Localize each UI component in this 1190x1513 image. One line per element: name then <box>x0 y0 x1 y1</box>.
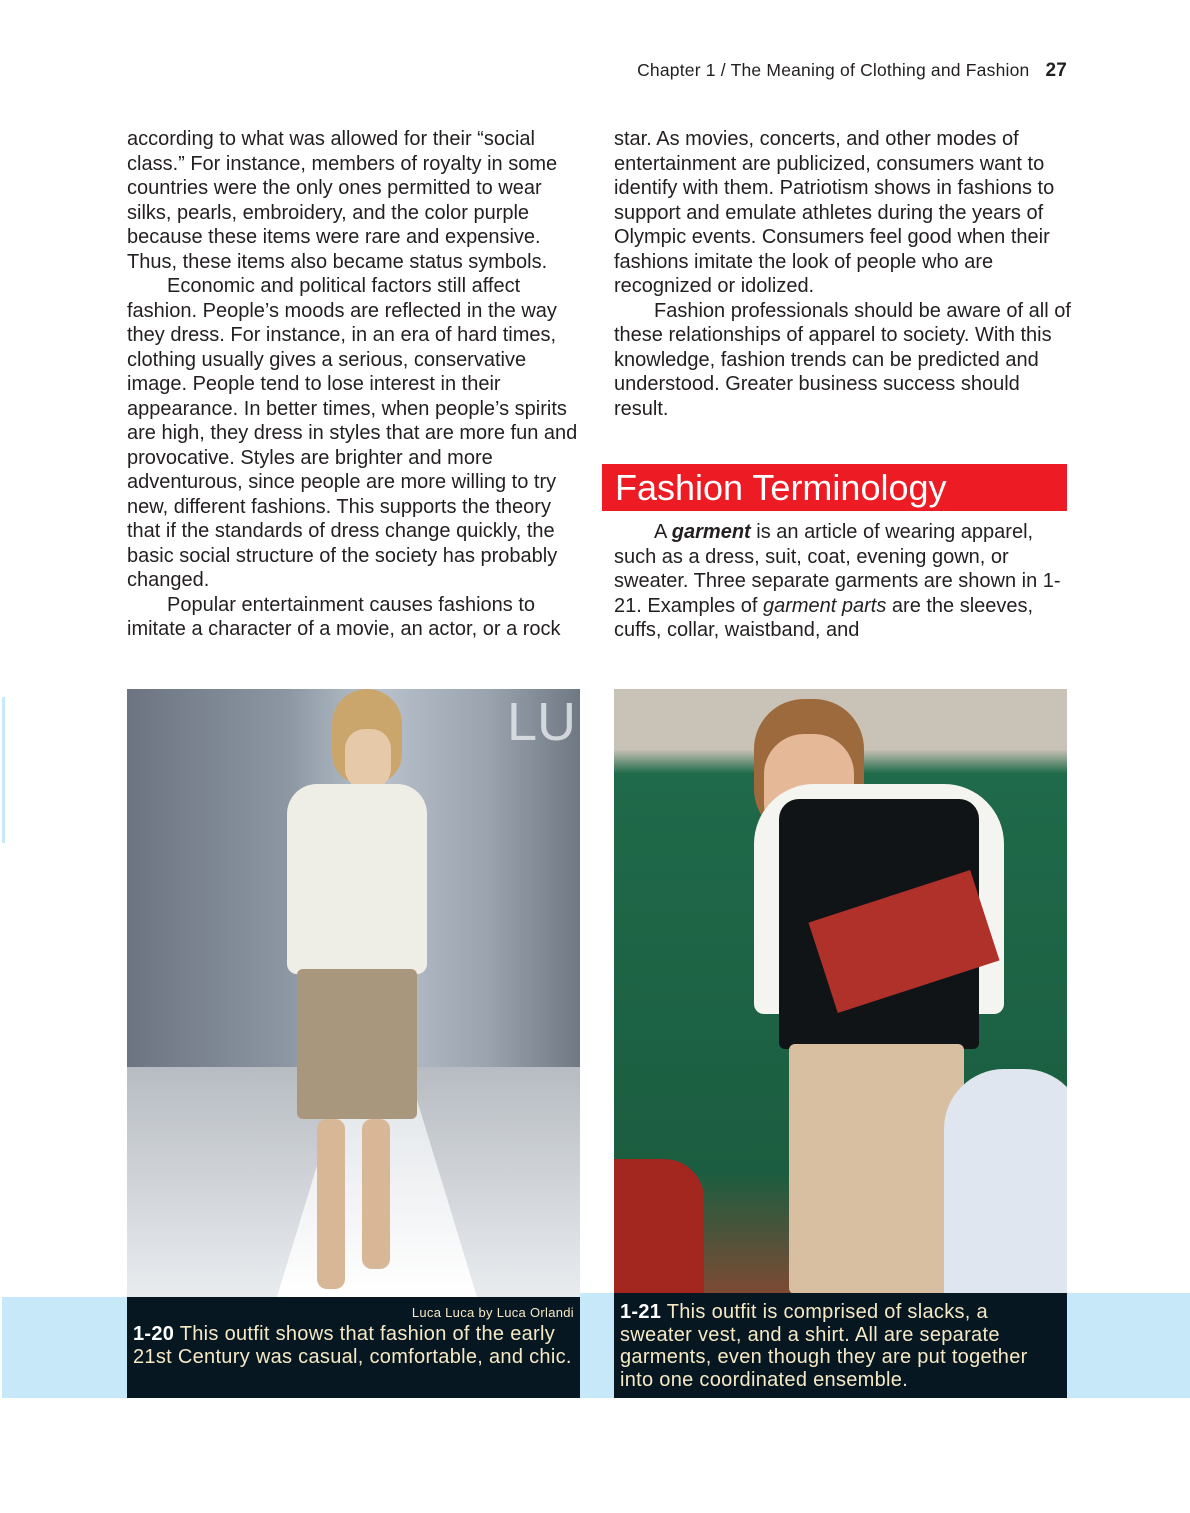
paragraph: star. As movies, concerts, and other modes of entertainment are publicized, consumers want to identify with them. Patriotism shows in fashions to support and emulate athletes during the years of Olympic events. Consumers feel good when their fashions imitate the look of people who are recognized or idolized. <box>614 128 1055 297</box>
text: A <box>654 521 672 543</box>
paragraph: Fashion professionals should be aware of all of these relationships of apparel to society. With this knowledge, fashion trends can be predicted and understood. Greater business success should result. <box>614 299 1071 420</box>
caption-text: This outfit shows that fashion of the early 21st Century was casual, comfortable, and chic. <box>133 1323 572 1368</box>
figure-number: 1-20 <box>133 1323 175 1345</box>
left-column <box>127 127 587 642</box>
section-heading: Fashion Terminology <box>602 464 1067 511</box>
classroom-photo <box>614 689 1067 1293</box>
text: is an article of wearing apparel, such as a dress, suit, coat, evening gown, or sweater. Three separate garments are shown in 1-21. Examples of <box>614 521 1061 617</box>
figure-caption-1-21 <box>614 1293 1067 1398</box>
paragraph <box>614 520 1074 643</box>
section-body <box>614 520 1074 643</box>
figure-caption-1-20 <box>127 1297 580 1398</box>
paragraph: Popular entertainment causes fashions to imitate a character of a movie, an actor, or a rock <box>127 593 561 640</box>
runway-photo <box>127 689 580 1297</box>
paragraph: according to what was allowed for their “social class.” For instance, members of royalty in some countries were the only ones permitted to wear silks, pearls, embroidery, and the color purple because these items were rare and expensive. Thus, these items also became status symbols. <box>127 128 558 273</box>
running-head <box>637 60 1067 82</box>
right-column <box>614 127 1074 421</box>
margin-tab <box>2 697 5 843</box>
chapter-title: Chapter 1 / The Meaning of Clothing and Fashion <box>637 60 1030 80</box>
page-number: 27 <box>1045 60 1067 81</box>
term-garment-parts: garment parts <box>762 594 887 617</box>
caption-text: This outfit is comprised of slacks, a sweater vest, and a shirt. All are separate garments, even though they are put together into one coordinated ensemble. <box>620 1301 1028 1391</box>
figure-number: 1-21 <box>620 1301 662 1323</box>
term-garment: garment <box>671 521 751 543</box>
backdrop-sign: LU <box>506 692 576 752</box>
text: are the sleeves, cuffs, collar, waistband, and <box>614 594 1034 641</box>
paragraph: Economic and political factors still affect fashion. People’s moods are reflected in the way they dress. For instance, in an era of hard times, clothing usually gives a serious, conservative image. People tend to lose interest in their appearance. In better times, when people’s spirits are high, they dress in styles that are more fun and provocative. Styles are brighter and more adventurous, since people are more willing to try new, different fashions. This supports the theory that if the standards of dress change quickly, the basic social structure of the society has probably changed. <box>127 275 578 591</box>
photo-credit: Luca Luca by Luca Orlandi <box>411 1305 574 1320</box>
